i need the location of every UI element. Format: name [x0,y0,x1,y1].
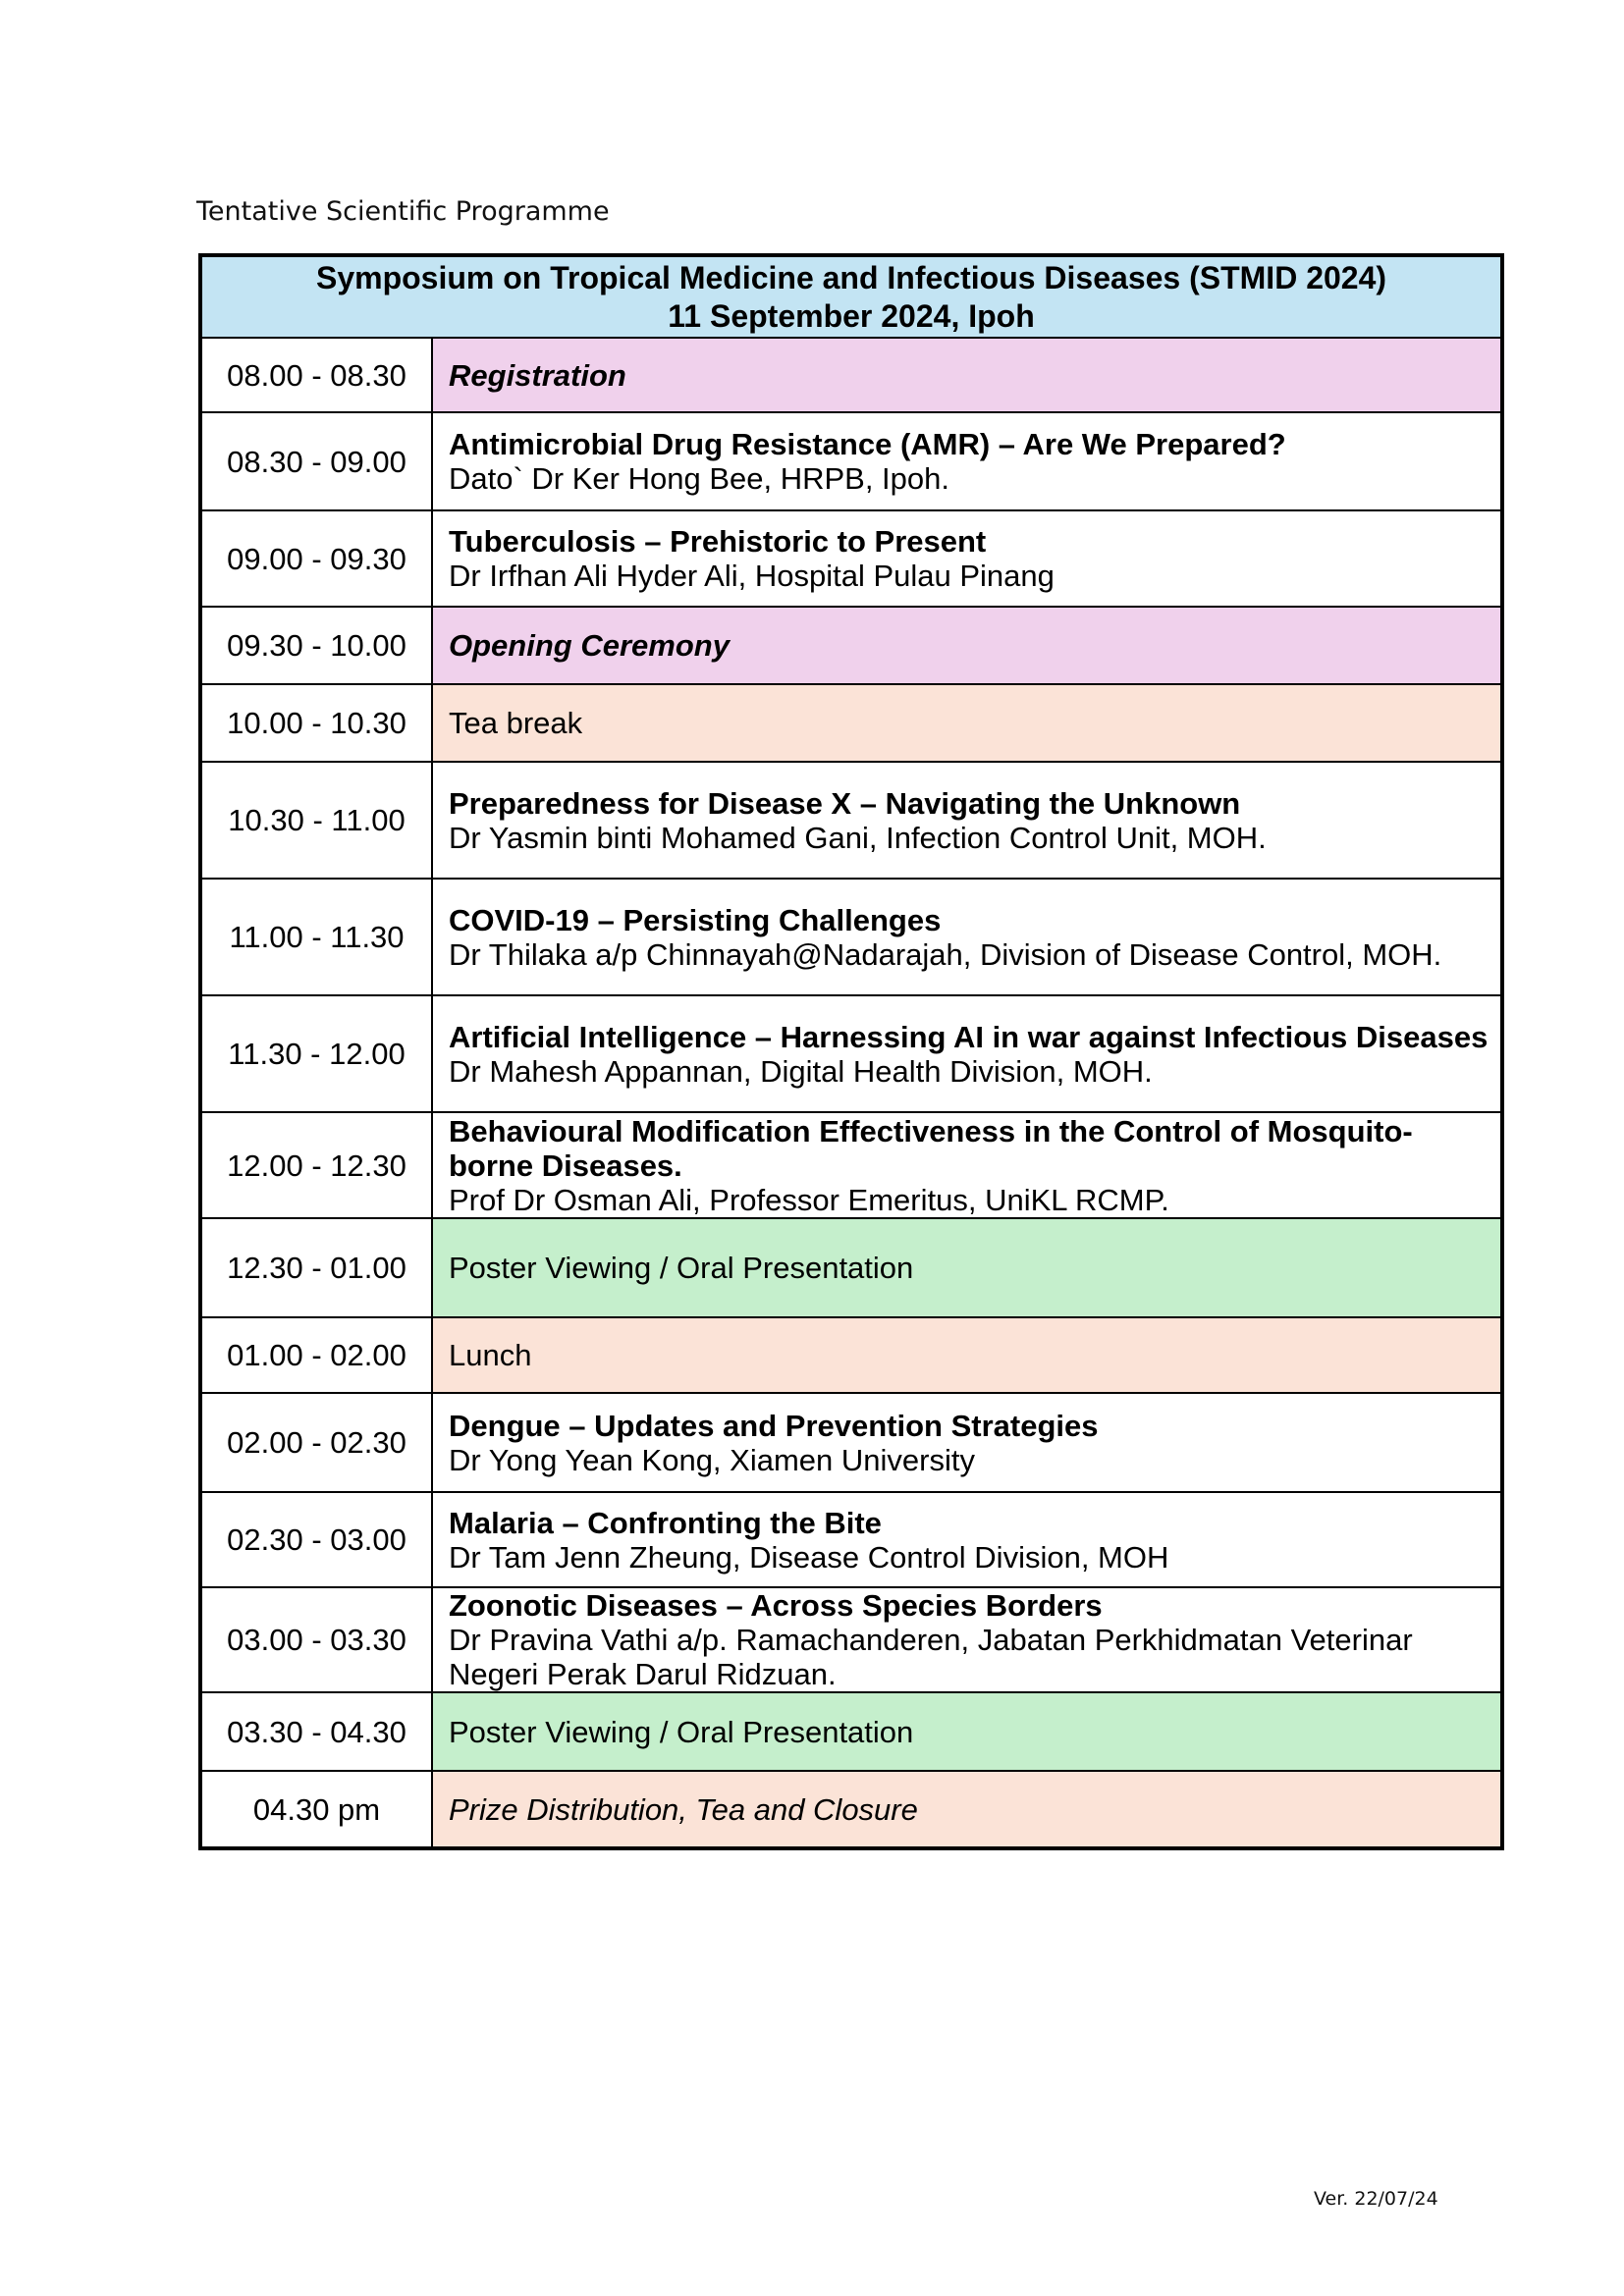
session-cell: Poster Viewing / Oral Presentation [432,1692,1502,1771]
table-row [200,1587,1502,1692]
session-cell: Poster Viewing / Oral Presentation [432,1218,1502,1317]
session-cell [432,1393,1502,1492]
session-cell [432,1587,1502,1692]
session-cell [432,412,1502,510]
talk-title: Dengue – Updates and Prevention Strategies [449,1408,1099,1443]
session-cell: Tea break [432,684,1502,762]
symposium-title: Symposium on Tropical Medicine and Infectious Diseases (STMID 2024) [315,259,1387,295]
table-row [200,1692,1502,1771]
table-row [200,684,1502,762]
table-row [200,879,1502,995]
table-row [200,1393,1502,1492]
talk-title: Zoonotic Diseases – Across Species Borders [449,1588,1103,1623]
session-cell: Registration [432,338,1502,412]
table-row [200,1112,1502,1218]
session-cell [432,762,1502,879]
talk-speaker: Dr Thilaka a/p Chinnayah@Nadarajah, Division of Disease Control, MOH. [449,936,1442,972]
session-cell [432,510,1502,607]
talk-speaker: Dr Pravina Vathi a/p. Ramachanderen, Jabatan Perkhidmatan Veterinar Negeri Perak Darul Ridzuan. [449,1623,1413,1691]
time-cell: 09.00 - 09.30 [200,510,432,607]
talk-title: Artificial Intelligence – Harnessing AI in war against Infectious Diseases [449,1019,1489,1054]
talk-speaker: Dato` Dr Ker Hong Bee, HRPB, Ipoh. [449,461,950,496]
talk-speaker: Dr Yong Yean Kong, Xiamen University [449,1442,975,1477]
time-cell: 02.00 - 02.30 [200,1393,432,1492]
time-cell: 02.30 - 03.00 [200,1492,432,1587]
session-cell [432,995,1502,1112]
time-cell: 04.30 pm [200,1771,432,1848]
time-cell: 09.30 - 10.00 [200,607,432,684]
talk-title: Tuberculosis – Prehistoric to Present [449,524,987,559]
time-cell: 03.00 - 03.30 [200,1587,432,1692]
table-header [200,255,1502,338]
table-row [200,762,1502,879]
time-cell: 11.30 - 12.00 [200,995,432,1112]
talk-speaker: Dr Yasmin binti Mohamed Gani, Infection Control Unit, MOH. [449,820,1267,855]
session-cell: Prize Distribution, Tea and Closure [432,1771,1502,1848]
table-row [200,1317,1502,1393]
table-row [200,510,1502,607]
time-cell: 10.00 - 10.30 [200,684,432,762]
talk-title: Behavioural Modification Effectiveness in the Control of Mosquito-borne Diseases. [449,1113,1413,1183]
time-cell: 12.00 - 12.30 [200,1112,432,1218]
time-cell: 10.30 - 11.00 [200,762,432,879]
session-cell [432,1112,1502,1218]
document-label: Tentative Scientific Programme [196,196,610,227]
time-cell: 08.00 - 08.30 [200,338,432,412]
table-row [200,412,1502,510]
table-row [200,1492,1502,1587]
time-cell: 08.30 - 09.00 [200,412,432,510]
talk-speaker: Prof Dr Osman Ali, Professor Emeritus, UniKL RCMP. [449,1182,1169,1217]
table-row [200,338,1502,412]
version-label: Ver. 22/07/24 [1314,2188,1438,2210]
session-cell [432,1492,1502,1587]
table-row [200,995,1502,1112]
session-cell: Lunch [432,1317,1502,1393]
talk-speaker: Dr Mahesh Appannan, Digital Health Division, MOH. [449,1053,1153,1089]
table-row [200,607,1502,684]
talk-title: COVID-19 – Persisting Challenges [449,902,942,937]
talk-title: Preparedness for Disease X – Navigating the Unknown [449,785,1241,821]
time-cell: 12.30 - 01.00 [200,1218,432,1317]
session-cell: Opening Ceremony [432,607,1502,684]
table-row [200,1771,1502,1848]
time-cell: 03.30 - 04.30 [200,1692,432,1771]
session-cell [432,879,1502,995]
symposium-date: 11 September 2024, Ipoh [668,297,1035,334]
table-header-row [200,255,1502,338]
time-cell: 01.00 - 02.00 [200,1317,432,1393]
talk-speaker: Dr Tam Jenn Zheung, Disease Control Division, MOH [449,1539,1169,1575]
talk-title: Antimicrobial Drug Resistance (AMR) – Are We Prepared? [449,427,1286,461]
talk-title: Malaria – Confronting the Bite [449,1505,882,1540]
programme-table [198,253,1504,1850]
talk-speaker: Dr Irfhan Ali Hyder Ali, Hospital Pulau Pinang [449,559,1055,593]
time-cell: 11.00 - 11.30 [200,879,432,995]
table-row [200,1218,1502,1317]
